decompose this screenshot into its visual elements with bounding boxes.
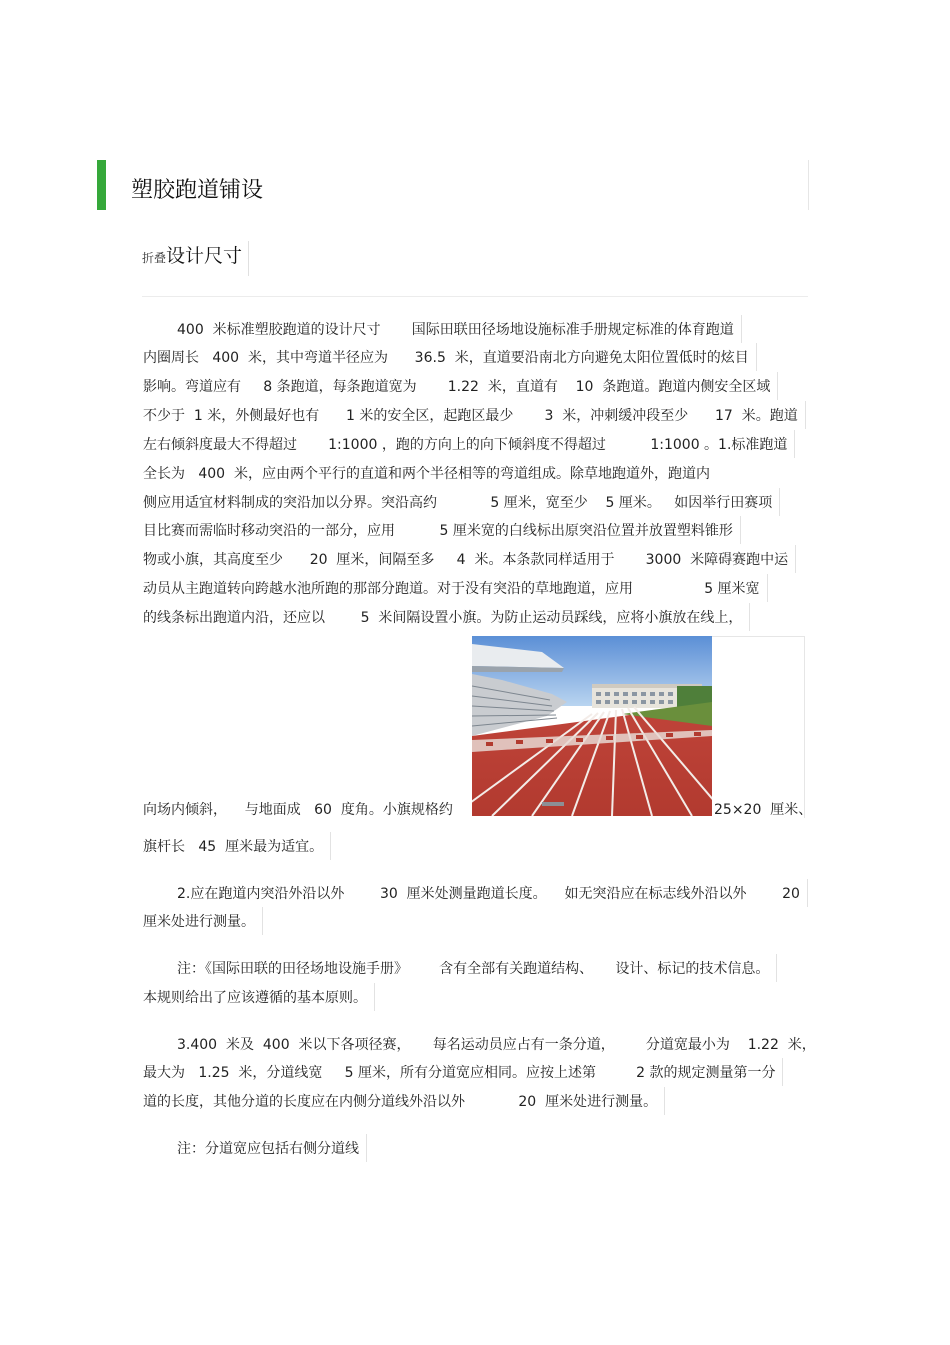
paragraph-line: 厘米处进行测量。: [143, 914, 255, 930]
paragraph-line: 道的长度，其他分道的长度应在内侧分道线外沿以外 20 厘米处进行测量。: [143, 1094, 658, 1110]
fold-toggle[interactable]: 折叠: [142, 251, 167, 265]
paragraph-line: 内圈周长 400 米，其中弯道半径应为 36.5 米，直道要沿南北方向避免太阳位置低时的炫目: [143, 350, 749, 366]
paragraph-line: 25×20 厘米、: [714, 802, 813, 818]
paragraph-line: 向场内倾斜， 与地面成 60 度角。小旗规格约: [143, 802, 453, 818]
section-header: [142, 241, 249, 276]
paragraph-line: 动员从主跑道转向跨越水池所跑的那部分跑道。对于没有突沿的草地跑道，应用 5 厘米宽: [143, 581, 760, 597]
title-bar: [97, 160, 809, 210]
paragraph-line: 3.400 米及 400 米以下各项径赛， 每名运动员应占有一条分道， 分道宽最小为 1.22 米，: [177, 1037, 816, 1053]
paragraph-line: 左右倾斜度最大不得超过 1:1000 ，跑的方向上的向下倾斜度不得超过 1:1000 。1.标准跑道: [143, 437, 788, 453]
paragraph-line: 2.应在跑道内突沿外沿以外 30 厘米处测量跑道长度。 如无突沿应在标志线外沿以外 20: [177, 886, 800, 902]
paragraph-line: 本规则给出了应该遵循的基本原则。: [143, 990, 367, 1006]
paragraph-line: 目比赛而需临时移动突沿的一部分，应用 5 厘米宽的白线标出原突沿位置并放置塑料锥形: [143, 523, 733, 539]
page-title: 塑胶跑道铺设: [131, 178, 264, 203]
running-track-photo: [472, 636, 712, 816]
title-accent-bar: [97, 160, 106, 210]
paragraph-line: 最大为 1.25 米，分道线宽 5 厘米，所有分道宽应相同。应按上述第 2 款的规定测量第一分: [143, 1065, 776, 1081]
paragraph-line: 物或小旗，其高度至少 20 厘米，间隔至多 4 米。本条款同样适用于 3000 米障碍赛跑中运: [143, 552, 789, 568]
paragraph-line: 不少于 1 米，外侧最好也有 1 米的安全区，起跑区最少 3 米，冲刺缓冲段至少 17 米。跑道: [143, 408, 798, 424]
paragraph-line: 侧应用适宜材料制成的突沿加以分界。突沿高约 5 厘米，宽至少 5 厘米。 如因举行田赛项: [143, 495, 773, 511]
paragraph-line: 注：分道宽应包括右侧分道线: [177, 1141, 359, 1157]
paragraph-line: 旗杆长 45 厘米最为适宜。: [143, 839, 324, 855]
paragraph-line: 400 米标准塑胶跑道的设计尺寸 国际田联田径场地设施标准手册规定标准的体育跑道: [177, 322, 734, 338]
paragraph-line: 影响。弯道应有 8 条跑道，每条跑道宽为 1.22 米，直道有 10 条跑道。跑道内侧安全区域: [143, 379, 771, 395]
paragraph-line: 的线条标出跑道内沿，还应以 5 米间隔设置小旗。为防止运动员踩线，应将小旗放在线上，: [143, 610, 743, 626]
running-track-image: [472, 636, 712, 816]
paragraph-line: 注：《国际田联的田径场地设施手册》 含有全部有关跑道结构、 设计、标记的技术信息。: [177, 961, 770, 977]
paragraph-line: 全长为 400 米，应由两个平行的直道和两个半径相等的弯道组成。除草地跑道外，跑道内: [143, 466, 710, 482]
divider: [142, 296, 808, 297]
section-title: 设计尺寸: [166, 245, 243, 267]
